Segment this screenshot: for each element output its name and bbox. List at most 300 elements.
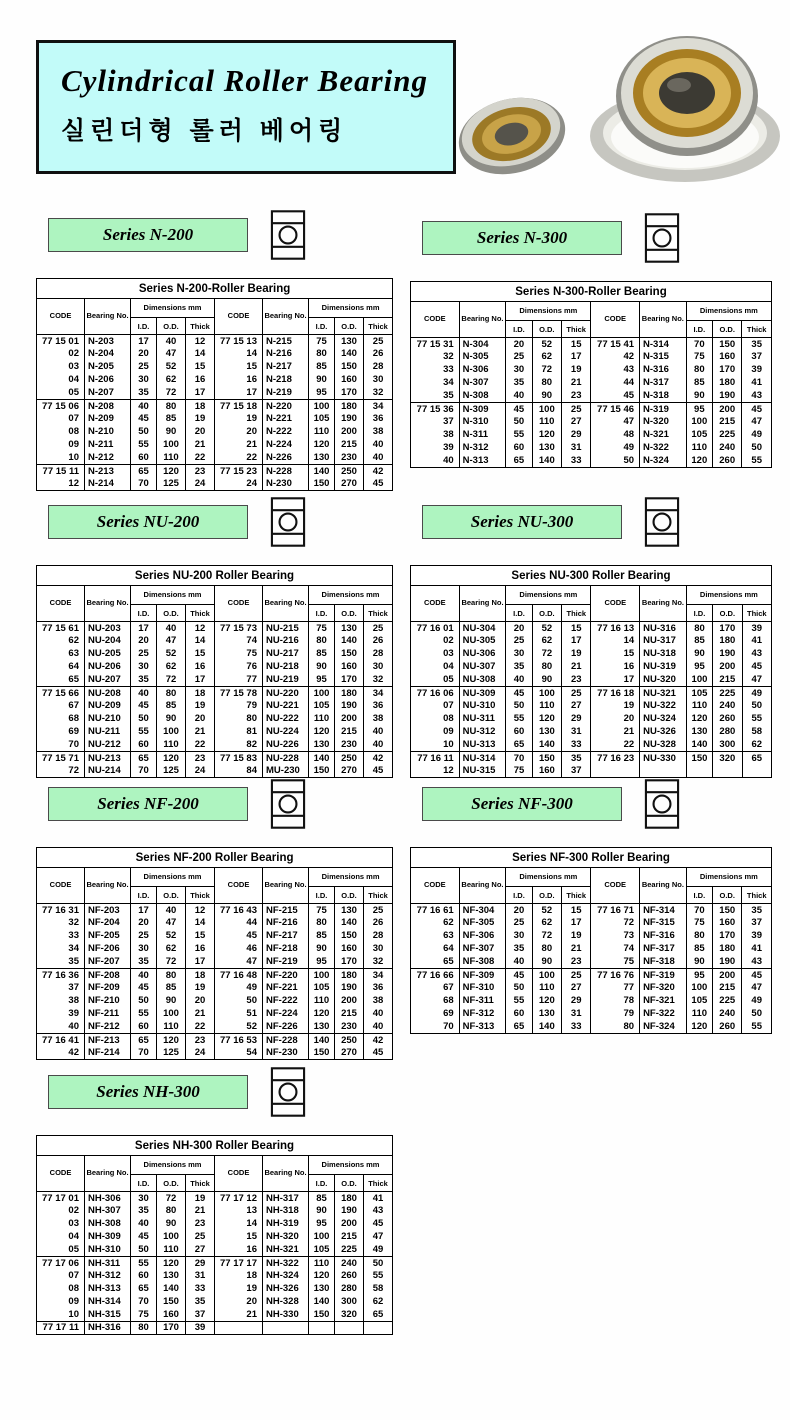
id-cell: 80 bbox=[686, 622, 712, 635]
thick-cell: 23 bbox=[186, 1034, 215, 1047]
code-cell: 19 bbox=[215, 1283, 263, 1296]
id-cell: 20 bbox=[131, 917, 157, 930]
col-header-id: I.D. bbox=[309, 1175, 335, 1192]
bearing-no-cell: NU-221 bbox=[263, 700, 309, 713]
section-header-row bbox=[36, 505, 392, 541]
col-header-thick: Thick bbox=[186, 887, 215, 904]
bearing-no-cell: NU-222 bbox=[263, 713, 309, 726]
code-cell: 62 bbox=[37, 635, 85, 648]
id-cell: 100 bbox=[309, 400, 335, 413]
id-cell: 40 bbox=[506, 956, 532, 969]
col-header-bearing-no: Bearing No. bbox=[263, 868, 309, 904]
bearing-no-cell: NU-317 bbox=[640, 635, 687, 648]
table-row bbox=[37, 465, 393, 478]
od-cell: 100 bbox=[157, 1231, 186, 1244]
code-cell: 77 16 36 bbox=[37, 969, 85, 982]
id-cell: 140 bbox=[309, 465, 335, 478]
code-cell: 35 bbox=[411, 390, 460, 403]
code-cell: 07 bbox=[411, 700, 460, 713]
code-cell: 70 bbox=[411, 1021, 460, 1034]
col-header-bearing-no: Bearing No. bbox=[459, 586, 506, 622]
bearing-no-cell: NU-311 bbox=[459, 713, 506, 726]
id-cell: 110 bbox=[309, 995, 335, 1008]
id-cell: 140 bbox=[309, 1034, 335, 1047]
thick-cell: 32 bbox=[364, 387, 393, 400]
od-cell: 52 bbox=[157, 648, 186, 661]
table-row bbox=[37, 1257, 393, 1270]
bearing-no-cell: NU-306 bbox=[459, 648, 506, 661]
id-cell: 65 bbox=[131, 1034, 157, 1047]
table-title: Series NH-300 Roller Bearing bbox=[37, 1136, 393, 1156]
thick-cell: 15 bbox=[186, 930, 215, 943]
bearing-no-cell: NU-304 bbox=[459, 622, 506, 635]
id-cell: 85 bbox=[309, 1192, 335, 1205]
col-header-dimensions: Dimensions mm bbox=[309, 586, 393, 605]
bearing-no-cell: NH-317 bbox=[263, 1192, 309, 1205]
thick-cell: 39 bbox=[742, 364, 772, 377]
id-cell: 30 bbox=[506, 364, 532, 377]
od-cell: 125 bbox=[157, 765, 186, 778]
bearing-no-cell: NF-306 bbox=[459, 930, 506, 943]
code-cell: 05 bbox=[37, 1244, 85, 1257]
thick-cell: 22 bbox=[186, 1021, 215, 1034]
code-cell: 77 15 36 bbox=[411, 403, 460, 416]
code-cell: 40 bbox=[37, 1021, 85, 1034]
thick-cell: 25 bbox=[562, 969, 591, 982]
bearing-no-cell: NU-224 bbox=[263, 726, 309, 739]
code-cell: 82 bbox=[215, 739, 263, 752]
code-cell: 14 bbox=[591, 635, 640, 648]
od-cell: 52 bbox=[532, 622, 561, 635]
page-subtitle-korean: 실린더형 롤러 베어링 bbox=[61, 117, 348, 145]
code-cell: 45 bbox=[215, 930, 263, 943]
bearing-no-cell: N-316 bbox=[640, 364, 687, 377]
col-header-bearing-no: Bearing No. bbox=[263, 299, 309, 335]
code-cell: 12 bbox=[37, 478, 85, 491]
bearing-no-cell: NH-322 bbox=[263, 1257, 309, 1270]
bearing-no-cell: NU-305 bbox=[459, 635, 506, 648]
od-cell: 120 bbox=[157, 752, 186, 765]
id-cell: 45 bbox=[506, 687, 532, 700]
table-row bbox=[411, 930, 772, 943]
code-cell: 77 16 76 bbox=[591, 969, 640, 982]
thick-cell: 49 bbox=[742, 429, 772, 442]
code-cell: 49 bbox=[215, 982, 263, 995]
code-cell: 15 bbox=[591, 648, 640, 661]
bearing-no-cell: NH-318 bbox=[263, 1205, 309, 1218]
thick-cell: 21 bbox=[186, 726, 215, 739]
col-header-thick: Thick bbox=[364, 318, 393, 335]
thick-cell: 29 bbox=[186, 1257, 215, 1270]
code-cell: 09 bbox=[37, 439, 85, 452]
od-cell: 110 bbox=[157, 452, 186, 465]
od-cell: 80 bbox=[157, 969, 186, 982]
od-cell: 47 bbox=[157, 348, 186, 361]
bearing-no-cell: NU-316 bbox=[640, 622, 687, 635]
bearing-no-cell: NF-205 bbox=[85, 930, 131, 943]
thick-cell: 15 bbox=[186, 648, 215, 661]
id-cell: 110 bbox=[686, 700, 712, 713]
thick-cell: 36 bbox=[364, 700, 393, 713]
code-cell: 17 bbox=[591, 674, 640, 687]
id-cell: 75 bbox=[506, 765, 532, 778]
col-header-dimensions: Dimensions mm bbox=[686, 586, 771, 605]
thick-cell: 50 bbox=[742, 700, 771, 713]
col-header-od: O.D. bbox=[157, 318, 186, 335]
col-header-code: CODE bbox=[411, 302, 460, 338]
bearing-no-cell: NH-320 bbox=[263, 1231, 309, 1244]
od-cell: 85 bbox=[157, 982, 186, 995]
thick-cell: 32 bbox=[364, 674, 393, 687]
od-cell: 215 bbox=[335, 726, 364, 739]
od-cell: 260 bbox=[713, 455, 742, 468]
od-cell: 190 bbox=[335, 413, 364, 426]
bearing-no-cell: N-320 bbox=[640, 416, 687, 429]
bearing-cross-section-icon bbox=[266, 208, 310, 262]
col-header-od: O.D. bbox=[532, 321, 561, 338]
table-row bbox=[37, 1192, 393, 1205]
id-cell: 85 bbox=[309, 361, 335, 374]
table-row bbox=[411, 1008, 772, 1021]
id-cell: 100 bbox=[686, 982, 712, 995]
thick-cell: 34 bbox=[364, 969, 393, 982]
thick-cell: 40 bbox=[364, 1008, 393, 1021]
bearing-no-cell: NU-328 bbox=[640, 739, 687, 752]
id-cell: 20 bbox=[131, 348, 157, 361]
col-header-od: O.D. bbox=[157, 605, 186, 622]
bearing-no-cell: N-219 bbox=[263, 387, 309, 400]
bearing-no-cell: NH-307 bbox=[85, 1205, 131, 1218]
code-cell: 67 bbox=[411, 982, 460, 995]
id-cell: 20 bbox=[131, 635, 157, 648]
col-header-dimensions: Dimensions mm bbox=[131, 299, 215, 318]
od-cell: 62 bbox=[157, 661, 186, 674]
thick-cell: 41 bbox=[742, 377, 772, 390]
od-cell: 160 bbox=[335, 661, 364, 674]
bearing-no-cell: NU-326 bbox=[640, 726, 687, 739]
id-cell: 50 bbox=[131, 1244, 157, 1257]
od-cell: 230 bbox=[335, 1021, 364, 1034]
id-cell: 110 bbox=[309, 426, 335, 439]
table-title: Series N-200-Roller Bearing bbox=[37, 279, 393, 299]
od-cell: 225 bbox=[713, 429, 742, 442]
thick-cell: 40 bbox=[364, 452, 393, 465]
od-cell: 190 bbox=[335, 700, 364, 713]
bearing-no-cell: N-213 bbox=[85, 465, 131, 478]
section-header-badge: Series NH-300 bbox=[48, 1075, 248, 1109]
id-cell: 30 bbox=[131, 374, 157, 387]
thick-cell: 55 bbox=[742, 713, 771, 726]
thick-cell: 14 bbox=[186, 917, 215, 930]
col-header-code: CODE bbox=[37, 1156, 85, 1192]
od-cell: 90 bbox=[532, 390, 561, 403]
bearing-table-series-nu-200 bbox=[36, 565, 393, 778]
thick-cell: 25 bbox=[562, 403, 591, 416]
thick-cell: 19 bbox=[562, 364, 591, 377]
od-cell: 150 bbox=[335, 361, 364, 374]
bearing-no-cell: N-210 bbox=[85, 426, 131, 439]
bearing-no-cell: NU-203 bbox=[85, 622, 131, 635]
bearing-table-series-nf-300 bbox=[410, 847, 772, 1034]
bearing-no-cell: N-215 bbox=[263, 335, 309, 348]
code-cell: 81 bbox=[215, 726, 263, 739]
bearing-no-cell: N-220 bbox=[263, 400, 309, 413]
col-header-od: O.D. bbox=[335, 1175, 364, 1192]
od-cell: 85 bbox=[157, 700, 186, 713]
bearing-no-cell: N-317 bbox=[640, 377, 687, 390]
id-cell: 45 bbox=[131, 700, 157, 713]
bearing-no-cell: NH-306 bbox=[85, 1192, 131, 1205]
id-cell: 75 bbox=[686, 351, 712, 364]
code-cell: 50 bbox=[215, 995, 263, 1008]
table-row bbox=[411, 674, 772, 687]
thick-cell: 33 bbox=[186, 1283, 215, 1296]
code-cell: 12 bbox=[411, 765, 460, 778]
table-row bbox=[37, 700, 393, 713]
od-cell: 225 bbox=[335, 1244, 364, 1257]
code-cell: 10 bbox=[37, 452, 85, 465]
col-header-od: O.D. bbox=[532, 887, 561, 904]
bearing-no-cell: NU-213 bbox=[85, 752, 131, 765]
code-cell: 77 bbox=[591, 982, 640, 995]
code-cell: 62 bbox=[411, 917, 460, 930]
bearing-no-cell: NU-312 bbox=[459, 726, 506, 739]
bearing-no-cell: NU-215 bbox=[263, 622, 309, 635]
col-header-bearing-no: Bearing No. bbox=[459, 868, 506, 904]
table-row bbox=[411, 403, 772, 416]
table-row bbox=[37, 622, 393, 635]
bearing-no-cell: N-211 bbox=[85, 439, 131, 452]
bearing-no-cell: N-311 bbox=[459, 429, 506, 442]
col-header-code: CODE bbox=[411, 868, 460, 904]
col-header-thick: Thick bbox=[742, 321, 772, 338]
code-cell: 16 bbox=[215, 374, 263, 387]
col-header-thick: Thick bbox=[364, 1175, 393, 1192]
thick-cell: 39 bbox=[742, 622, 771, 635]
id-cell: 30 bbox=[131, 943, 157, 956]
od-cell: 52 bbox=[532, 338, 561, 351]
thick-cell: 31 bbox=[562, 726, 591, 739]
od-cell: 260 bbox=[335, 1270, 364, 1283]
thick-cell: 45 bbox=[364, 765, 393, 778]
thick-cell: 15 bbox=[562, 622, 591, 635]
empty-cell bbox=[713, 765, 742, 778]
empty-cell bbox=[335, 1322, 364, 1335]
thick-cell: 31 bbox=[562, 442, 591, 455]
od-cell: 250 bbox=[335, 465, 364, 478]
table-row bbox=[37, 930, 393, 943]
thick-cell: 23 bbox=[562, 956, 591, 969]
empty-cell bbox=[215, 1322, 263, 1335]
od-cell: 90 bbox=[157, 426, 186, 439]
code-cell: 45 bbox=[591, 390, 640, 403]
od-cell: 140 bbox=[532, 739, 561, 752]
thick-cell: 26 bbox=[364, 348, 393, 361]
bearing-no-cell: N-309 bbox=[459, 403, 506, 416]
table-row bbox=[411, 982, 772, 995]
code-cell: 02 bbox=[37, 1205, 85, 1218]
od-cell: 130 bbox=[157, 1270, 186, 1283]
empty-cell bbox=[364, 1322, 393, 1335]
bearing-no-cell: NF-216 bbox=[263, 917, 309, 930]
bearing-no-cell: N-222 bbox=[263, 426, 309, 439]
thick-cell: 24 bbox=[186, 765, 215, 778]
thick-cell: 40 bbox=[364, 739, 393, 752]
id-cell: 17 bbox=[131, 335, 157, 348]
bearing-no-cell: NU-322 bbox=[640, 700, 687, 713]
thick-cell: 47 bbox=[364, 1231, 393, 1244]
thick-cell: 35 bbox=[742, 338, 772, 351]
od-cell: 215 bbox=[713, 982, 742, 995]
thick-cell: 25 bbox=[364, 622, 393, 635]
od-cell: 125 bbox=[157, 1047, 186, 1060]
bearing-no-cell: N-322 bbox=[640, 442, 687, 455]
id-cell: 90 bbox=[686, 648, 712, 661]
code-cell: 64 bbox=[411, 943, 460, 956]
id-cell: 65 bbox=[506, 455, 532, 468]
code-cell: 35 bbox=[37, 956, 85, 969]
od-cell: 130 bbox=[532, 1008, 561, 1021]
table-row bbox=[37, 374, 393, 387]
id-cell: 50 bbox=[506, 982, 532, 995]
col-header-code: CODE bbox=[215, 299, 263, 335]
bearing-no-cell: N-230 bbox=[263, 478, 309, 491]
od-cell: 150 bbox=[532, 752, 561, 765]
id-cell: 100 bbox=[686, 416, 712, 429]
col-header-id: I.D. bbox=[131, 318, 157, 335]
code-cell: 46 bbox=[215, 943, 263, 956]
thick-cell: 18 bbox=[186, 969, 215, 982]
id-cell: 150 bbox=[309, 478, 335, 491]
od-cell: 90 bbox=[157, 995, 186, 1008]
table-row bbox=[411, 739, 772, 752]
id-cell: 105 bbox=[686, 995, 712, 1008]
table-row bbox=[411, 943, 772, 956]
thick-cell: 50 bbox=[364, 1257, 393, 1270]
col-header-id: I.D. bbox=[686, 321, 712, 338]
bearing-no-cell: NF-314 bbox=[640, 904, 687, 917]
bearing-no-cell: N-209 bbox=[85, 413, 131, 426]
thick-cell: 45 bbox=[742, 403, 772, 416]
id-cell: 95 bbox=[309, 956, 335, 969]
od-cell: 225 bbox=[713, 687, 742, 700]
id-cell: 17 bbox=[131, 904, 157, 917]
code-cell: 32 bbox=[411, 351, 460, 364]
thick-cell: 21 bbox=[186, 1205, 215, 1218]
code-cell: 77 15 73 bbox=[215, 622, 263, 635]
bearing-no-cell: N-228 bbox=[263, 465, 309, 478]
thick-cell: 27 bbox=[562, 416, 591, 429]
id-cell: 85 bbox=[309, 930, 335, 943]
bearing-no-cell: NU-307 bbox=[459, 661, 506, 674]
thick-cell: 17 bbox=[562, 351, 591, 364]
table-row bbox=[37, 1244, 393, 1257]
id-cell: 120 bbox=[686, 713, 712, 726]
od-cell: 125 bbox=[157, 478, 186, 491]
od-cell: 150 bbox=[335, 930, 364, 943]
table-row bbox=[37, 1283, 393, 1296]
thick-cell: 42 bbox=[364, 465, 393, 478]
id-cell: 85 bbox=[309, 648, 335, 661]
code-cell: 32 bbox=[37, 917, 85, 930]
bearing-no-cell: NU-313 bbox=[459, 739, 506, 752]
id-cell: 95 bbox=[309, 387, 335, 400]
id-cell: 25 bbox=[131, 930, 157, 943]
bearing-no-cell: N-324 bbox=[640, 455, 687, 468]
thick-cell: 19 bbox=[562, 930, 591, 943]
od-cell: 170 bbox=[335, 387, 364, 400]
od-cell: 130 bbox=[335, 335, 364, 348]
bearing-no-cell: NU-216 bbox=[263, 635, 309, 648]
code-cell: 44 bbox=[215, 917, 263, 930]
bearing-no-cell: NH-330 bbox=[263, 1309, 309, 1322]
code-cell: 21 bbox=[215, 439, 263, 452]
code-cell: 77 16 53 bbox=[215, 1034, 263, 1047]
col-header-dimensions: Dimensions mm bbox=[506, 302, 591, 321]
code-cell: 15 bbox=[215, 1231, 263, 1244]
bearing-no-cell: NU-314 bbox=[459, 752, 506, 765]
thick-cell: 20 bbox=[186, 426, 215, 439]
id-cell: 40 bbox=[506, 674, 532, 687]
bearing-no-cell: NH-313 bbox=[85, 1283, 131, 1296]
id-cell: 25 bbox=[506, 351, 532, 364]
bearing-no-cell: NH-314 bbox=[85, 1296, 131, 1309]
od-cell: 250 bbox=[335, 752, 364, 765]
thick-cell: 41 bbox=[742, 635, 771, 648]
bearing-no-cell: NF-204 bbox=[85, 917, 131, 930]
thick-cell: 30 bbox=[364, 943, 393, 956]
thick-cell: 49 bbox=[742, 687, 771, 700]
id-cell: 120 bbox=[309, 439, 335, 452]
od-cell: 260 bbox=[713, 713, 742, 726]
bearing-no-cell: N-318 bbox=[640, 390, 687, 403]
od-cell: 300 bbox=[335, 1296, 364, 1309]
od-cell: 52 bbox=[157, 361, 186, 374]
bearing-no-cell: NF-324 bbox=[640, 1021, 687, 1034]
od-cell: 90 bbox=[157, 713, 186, 726]
bearing-no-cell: N-204 bbox=[85, 348, 131, 361]
od-cell: 270 bbox=[335, 478, 364, 491]
od-cell: 160 bbox=[335, 943, 364, 956]
id-cell: 105 bbox=[686, 429, 712, 442]
bearing-cross-section-icon bbox=[640, 211, 684, 265]
bearing-no-cell: N-312 bbox=[459, 442, 506, 455]
od-cell: 100 bbox=[157, 1008, 186, 1021]
roller-bearing-photos bbox=[450, 20, 780, 188]
id-cell: 55 bbox=[131, 726, 157, 739]
id-cell: 105 bbox=[309, 700, 335, 713]
od-cell: 240 bbox=[713, 700, 742, 713]
code-cell: 77 16 61 bbox=[411, 904, 460, 917]
bearing-no-cell: N-221 bbox=[263, 413, 309, 426]
col-header-bearing-no: Bearing No. bbox=[640, 868, 687, 904]
od-cell: 160 bbox=[335, 374, 364, 387]
code-cell: 77 16 11 bbox=[411, 752, 460, 765]
thick-cell: 40 bbox=[364, 439, 393, 452]
id-cell: 110 bbox=[686, 442, 712, 455]
thick-cell: 33 bbox=[562, 739, 591, 752]
col-header-bearing-no: Bearing No. bbox=[263, 1156, 309, 1192]
thick-cell: 47 bbox=[742, 674, 771, 687]
bearing-no-cell: NF-309 bbox=[459, 969, 506, 982]
od-cell: 140 bbox=[335, 348, 364, 361]
code-cell: 77 16 71 bbox=[591, 904, 640, 917]
bearing-no-cell: NF-318 bbox=[640, 956, 687, 969]
code-cell: 40 bbox=[411, 455, 460, 468]
thick-cell: 23 bbox=[562, 674, 591, 687]
thick-cell: 42 bbox=[364, 752, 393, 765]
col-header-thick: Thick bbox=[186, 605, 215, 622]
